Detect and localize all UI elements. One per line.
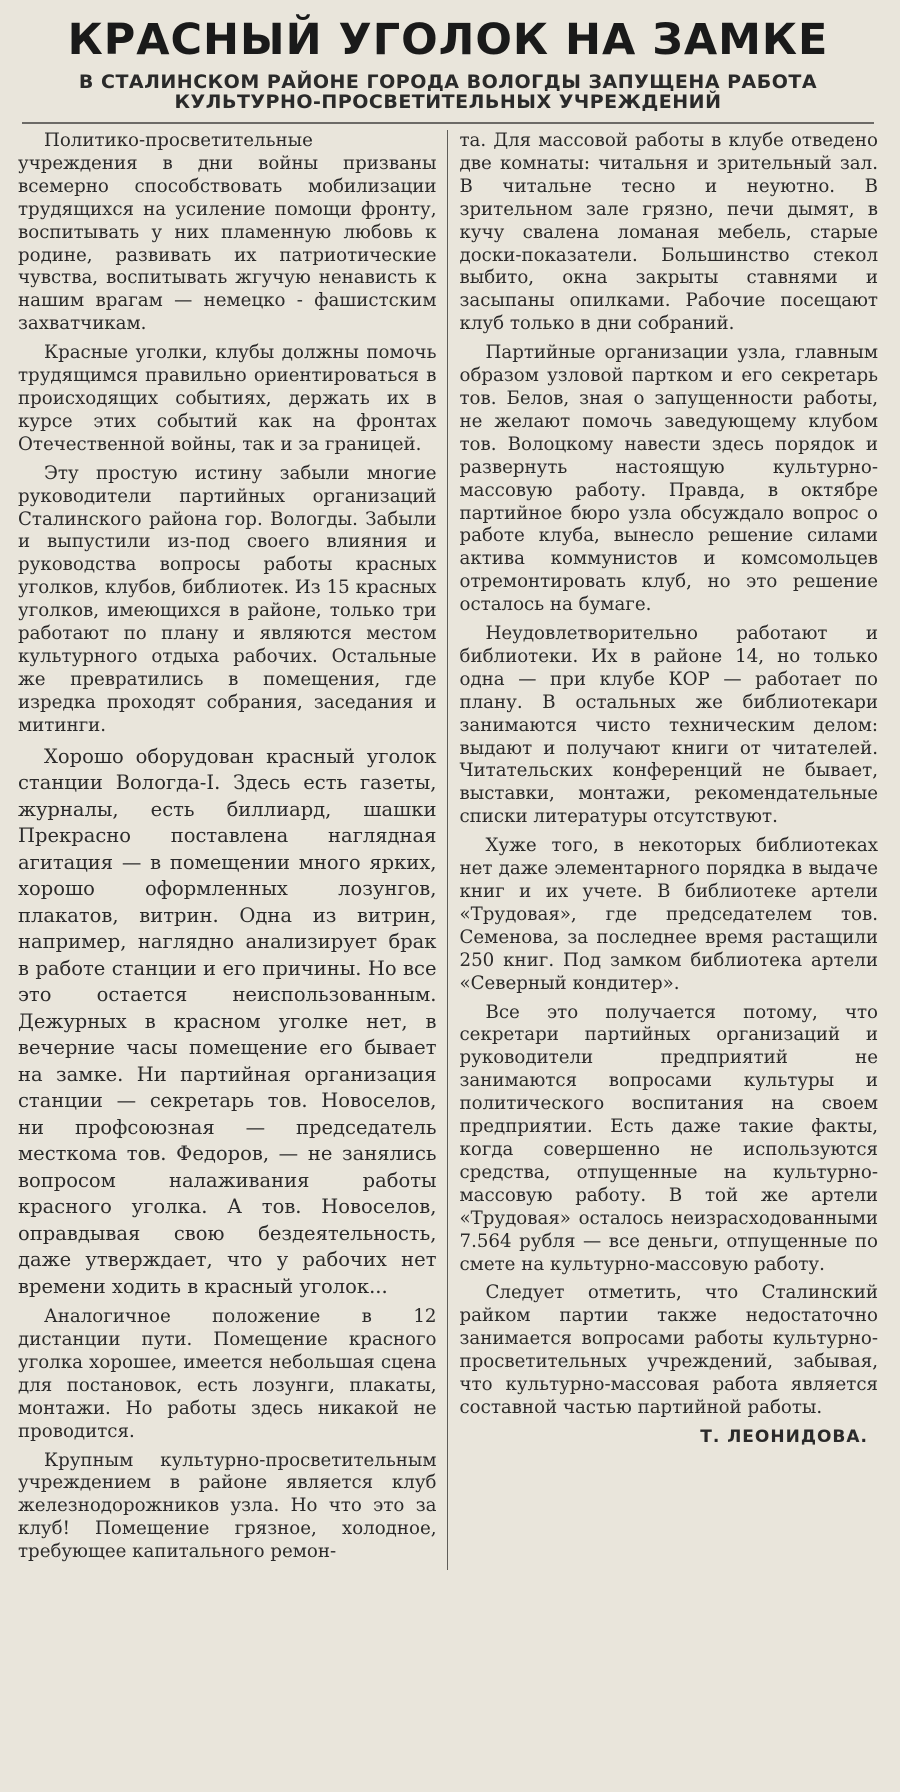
- paragraph: Крупным культурно-просветительным учреждением в районе является клуб железнодорожников узла. Но что это за клуб! Помещение грязное, холодное, требующее капитального ремон-: [18, 1449, 437, 1563]
- paragraph: Партийные организации узла, главным образом узловой партком и его секретарь тов. Белов, зная о запущенности работы, не желают помочь заведующему клубом тов. Волоцкому навести здесь порядок и развернуть настоящую культурно-массовую работу. Правда, в октябре партийное бюро узла обсуждало вопрос о работе клуба, вынесло решение силами актива коммунистов и комсомольцев отремонтировать клуб, но это решение осталось на бумаге.: [459, 342, 878, 616]
- article-columns: [18, 130, 878, 1570]
- paragraph: Неудовлетворительно работают и библиотеки. Их в районе 14, но только одна — при клубе КОР — работает по плану. В остальных же библиотекари занимаются чисто техническим делом: выдают и получают книги от читателей. Читательских конференций не бывает, выставки, монтажи, рекомендательные списки литературы отсутствуют.: [459, 623, 878, 828]
- subheadline: В СТАЛИНСКОМ РАЙОНЕ ГОРОДА ВОЛОГДЫ ЗАПУЩЕНА РАБОТА КУЛЬТУРНО-ПРОСВЕТИТЕЛЬНЫХ УЧРЕЖДЕНИЙ: [78, 71, 818, 113]
- paragraph: та. Для массовой работы в клубе отведено две комнаты: читальня и зрительный зал. В читальне тесно и неуютно. В зрительном зале грязно, печи дымят, в кучу свалена ломаная мебель, старые доски-показатели. Большинство стекол выбито, окна закрыты ставнями и засыпаны опилками. Рабочие посещают клуб только в дни собраний.: [459, 130, 878, 335]
- paragraph: Хорошо оборудован красный уголок станции Вологда-I. Здесь есть газеты, журналы, есть биллиард, шашки Прекрасно поставлена наглядная агитация — в помещении много ярких, хорошо оформленных лозунгов, плакатов, витрин. Одна из витрин, например, наглядно анализирует брак в работе станции и его причины. Но все это остается неиспользованным. Дежурных в красном уголке нет, в вечерние часы помещение его бывает на замке. Ни партийная организация станции — секретарь тов. Новоселов, ни профсоюзная — председатель месткома тов. Федоров, — не занялись вопросом налаживания работы красного уголка. А тов. Новоселов, оправдывая свою бездеятельность, даже утверждает, что у рабочих нет времени ходить в красный уголок...: [18, 744, 437, 1298]
- headline: КРАСНЫЙ УГОЛОК НА ЗАМКЕ: [67, 15, 829, 65]
- paragraph: Красные уголки, клубы должны помочь трудящимся правильно ориентироваться в происходящих событиях, держать их в курсе этих событий как на фронтах Отечественной войны, так и за границей.: [18, 342, 437, 455]
- paragraph: Эту простую истину забыли многие руководители партийных организаций Сталинского района гор. Вологды. Забыли и выпустили из-под своего влияния и руководства вопросы работы красных уголков, клубов, библиотек. Из 15 красных уголков, имеющихся в районе, только три работают по плану и являются местом культурного отдыха рабочих. Остальные же превратились в помещения, где изредка проходят собрания, заседания и митинги.: [18, 462, 437, 736]
- paragraph: Аналогичное положение в 12 дистанции пути. Помещение красного уголка хорошее, имеется небольшая сцена для постановок, есть лозунги, плакаты, монтажи. Но работы здесь никакой не проводится.: [18, 1306, 437, 1442]
- paragraph: Следует отметить, что Сталинский райком партии также недостаточно занимается вопросами работы культурно-просветительных учреждений, забывая, что культурно-массовая работа является составной частью партийной работы.: [459, 1282, 878, 1418]
- top-rule: [22, 122, 874, 124]
- author-signature: Т. ЛЕОНИДОВА.: [700, 1426, 868, 1447]
- paragraph: Все это получается потому, что секретари партийных организаций и руководители предприятий не занимаются вопросами культуры и политического воспитания на своем предприятии. Есть даже такие факты, когда совершенно не используются средства, отпущенные на культурно-массовую работу. В той же артели «Трудовая» осталось неизрасходованными 7.564 рубля — все деньги, отпущенные по смете на культурно-массовую работу.: [459, 1001, 878, 1275]
- paragraph: Политико-просветительные учреждения в дни войны призваны всемерно способствовать мобилизации трудящихся на усиление помощи фронту, воспитывать у них пламенную любовь к родине, развивать их патриотические чувства, воспитывать жгучую ненависть к нашим врагам — немецко - фашистским захватчикам.: [18, 130, 437, 335]
- right-column: [447, 130, 879, 1570]
- left-column: [18, 130, 447, 1570]
- paragraph: Хуже того, в некоторых библиотеках нет даже элементарного порядка в выдаче книг и их учете. В библиотеке артели «Трудовая», где председателем тов. Семенова, за последнее время растащили 250 книг. Под замком библиотека артели «Северный кондитер».: [459, 835, 878, 994]
